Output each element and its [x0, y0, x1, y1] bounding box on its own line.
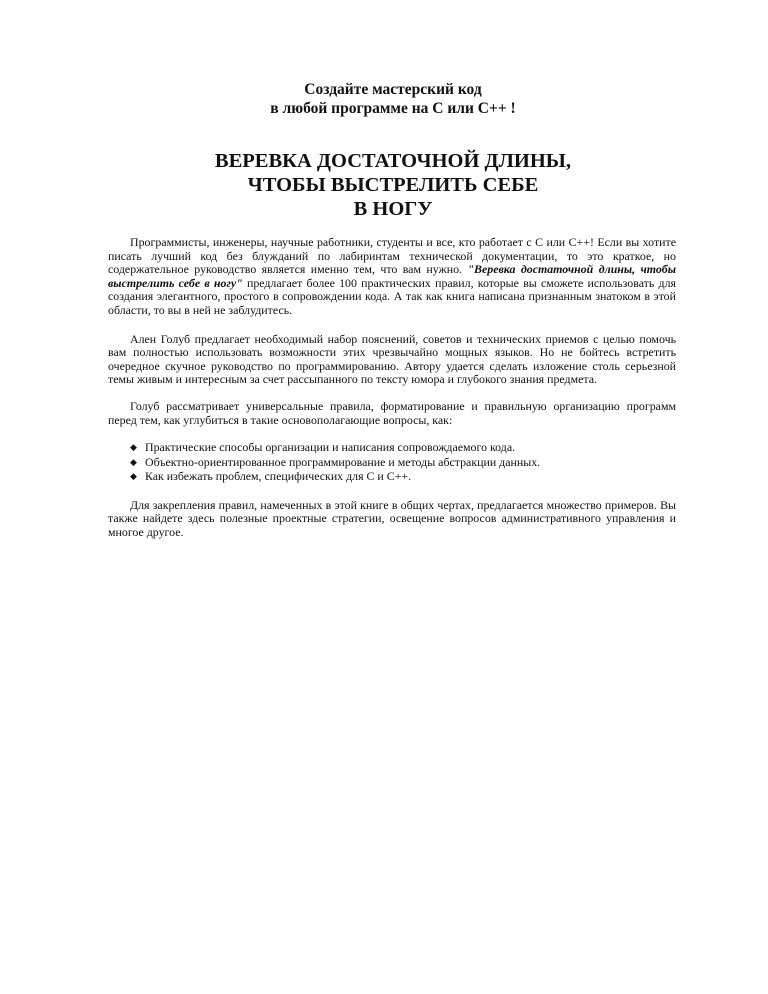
subtitle-line-2: в любой программе на С или С++ !	[270, 100, 516, 117]
paragraph-closing: Для закрепления правил, намеченных в этой книге в общих чертах, предлагается множество примеров. Вы также найдете здесь полезные проектные стратегии, освещение вопросов административного управления и многое другое.	[108, 497, 676, 539]
list-item	[130, 440, 676, 455]
list-item	[130, 469, 676, 484]
subtitle-line-1: Создайте мастерский код	[304, 81, 482, 98]
title-line-3: В НОГУ	[353, 198, 433, 220]
diamond-bullet-icon: ◆	[130, 442, 137, 453]
body-text	[108, 236, 676, 552]
title-line-1: ВЕРЕВКА ДОСТАТОЧНОЙ ДЛИНЫ,	[214, 150, 572, 172]
list-item-text: Как избежать проблем, специфических для С и С++.	[145, 469, 412, 484]
list-item-text: Практические способы организации и написания сопровождаемого кода.	[145, 440, 516, 455]
paragraph-intro-end: предлагает более 100 практических правил, которые вы сможете использовать для создания элегантного, простого в сопровождении кода. А так как книга написана признанным знатоком в этой области, то вы в ней не заблудитесь.	[108, 275, 676, 317]
list-item-text: Объектно-ориентированное программирование и методы абстракции данных.	[145, 454, 541, 469]
page-title	[0, 149, 768, 221]
page-subtitle	[0, 80, 768, 118]
paragraph-topics: Голуб рассматривает универсальные правила, форматирование и правильную организацию программ перед тем, как углубиться в такие основополагающие вопросы, как:	[108, 398, 676, 427]
paragraph-intro	[108, 236, 676, 318]
list-item	[130, 455, 676, 470]
topics-list	[108, 440, 676, 484]
diamond-bullet-icon: ◆	[130, 456, 137, 467]
title-line-2: ЧТОБЫ ВЫСТРЕЛИТЬ СЕБЕ	[247, 174, 539, 196]
paragraph-intro-start: Программисты, инженеры, научные работники, студенты и все, кто работает с С или С++! Если вы хотите писать лучший код без блужданий по лабиринтам технической документации, то это краткое, но содержательное руководство является именно тем, что вам нужно.	[108, 235, 676, 277]
book-title-emphasis: "Веревка достаточной длины, чтобы выстрелить себе в ногу"	[108, 262, 676, 290]
diamond-bullet-icon: ◆	[130, 471, 137, 482]
paragraph-author: Ален Голуб предлагает необходимый набор пояснений, советов и технических приемов с целью помочь вам полностью использовать возможности этих чрезвычайно мощных языков. Но не бойтесь встретить очередное скучное руководство по программированию. Автору удается сделать изложение столь серьезной темы живым и интересным за счет рассыпанного по тексту юмора и глубокого знания предмета.	[108, 331, 676, 387]
